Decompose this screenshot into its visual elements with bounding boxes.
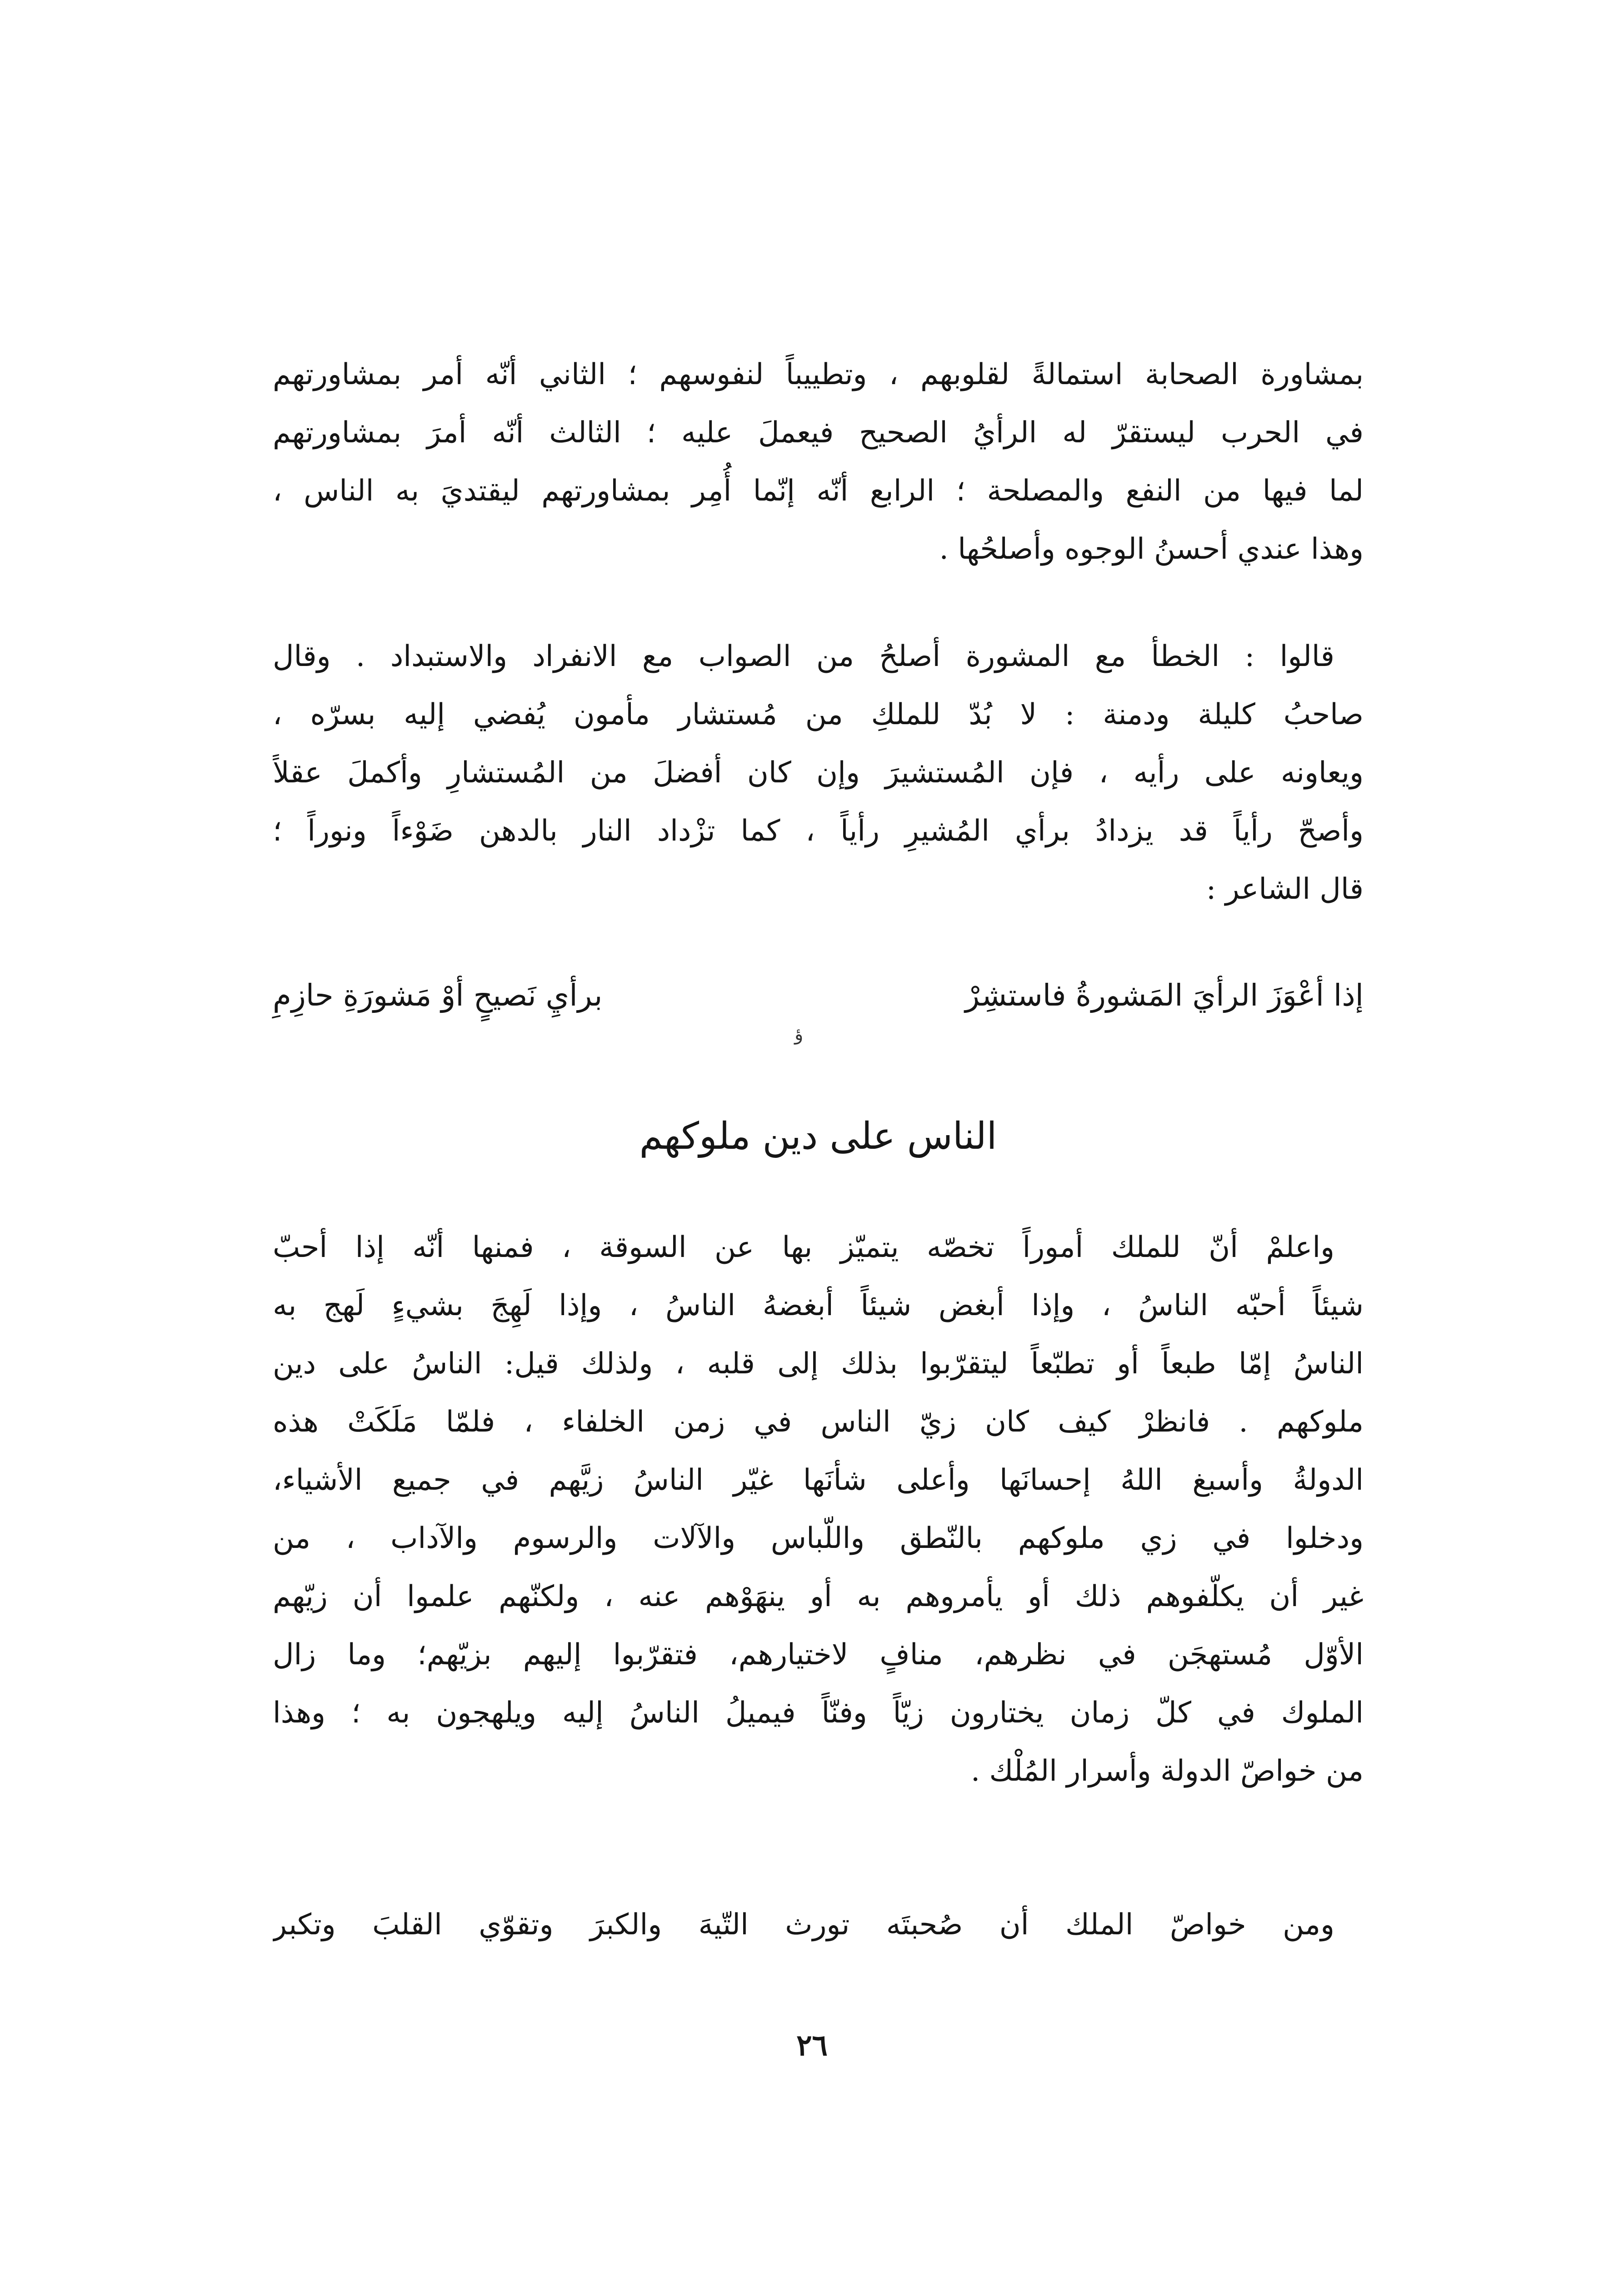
text-line: واعلمْ أنّ للملك أموراً تخصّه يتميّز بها عن السوقة ، فمنها أنّه إذا أحبّ (273, 1231, 1334, 1264)
paragraph-companionship (273, 1896, 1364, 1954)
paragraph-continuation (273, 345, 1364, 578)
text-line: وهذا عندي أحسنُ الوجوه وأصلحُها . (939, 532, 1364, 566)
text-line: صاحبُ كليلة ودمنة : لا بُدّ للملكِ من مُستشار مأمون يُفضي إليه بسرّه ، (273, 698, 1364, 731)
text-line: من خواصّ الدولة وأسرار المُلْك . (970, 1754, 1364, 1788)
text-line: الدولةُ وأسبغ اللهُ إحسانَها وأعلى شأنَها غيّر الناسُ زيَّهم في جميع الأشياء، (273, 1463, 1364, 1497)
poem-verse (273, 968, 1364, 1023)
page-number: ٢٦ (796, 2028, 828, 2063)
text-line: في الحرب ليستقرّ له الرأيُ الصحيح فيعملَ عليه ؛ الثالث أنّه أمرَ بمشاورتهم (273, 416, 1364, 450)
text-line: ودخلوا في زي ملوكهم بالنّطق واللّباس والآلات والرسوم والآداب ، من (273, 1522, 1364, 1555)
text-line: قال الشاعر : (1206, 872, 1364, 906)
text-line: قالوا : الخطأ مع المشورة أصلحُ من الصواب مع الانفراد والاستبداد . وقال (273, 640, 1335, 673)
text-line: غير أن يكلّفوهم ذلك أو يأمروهم به أو ينهَوْهم عنه ، ولكنّهم علموا أن زيّهم (273, 1580, 1364, 1613)
text-line: شيئاً أحبّه الناسُ ، وإذا أبغض شيئاً أبغضهُ الناسُ ، وإذا لَهِجَ بشيءٍ لَهج به (273, 1289, 1364, 1322)
verse-second-hemistich: برأيِ نَصيحٍ أوْ مَشورَةِ حازِمِ (273, 978, 603, 1013)
paragraph-counsel (273, 627, 1364, 918)
verse-first-hemistich: إذا أعْوَزَ الرأيَ المَشورةُ فاستشِرْ (965, 978, 1364, 1013)
text-line: لما فيها من النفع والمصلحة ؛ الرابع أنّه إنّما أُمِر بمشاورتهم ليقتديَ به الناس ، (273, 474, 1364, 508)
text-line: الملوك في كلّ زمان يختارون زيّاً وفنّاً فيميلُ الناسُ إليه ويلهجون به ؛ وهذا (273, 1696, 1364, 1730)
section-heading: الناس على دين ملوكهم (639, 1115, 997, 1158)
text-line: ملوكهم . فانظرْ كيف كان زيّ الناس في زمن الخلفاء ، فلمّا مَلَكَتْ هذه (273, 1405, 1364, 1439)
text-line: الناسُ إمّا طبعاً أو تطبّعاً ليتقرّبوا بذلك إلى قلبه ، ولذلك قيل: الناسُ على دين (273, 1347, 1364, 1381)
text-line: ومن خواصّ الملك أن صُحبتَه تورث التّيهَ والكبرَ وتقوّي القلبَ وتكبر (273, 1908, 1334, 1942)
verse-mark: ؤ (795, 1024, 804, 1045)
text-line: بمشاورة الصحابة استمالةً لقلوبهم ، وتطييباً لنفوسهم ؛ الثاني أنّه أمر بمشاورتهم (273, 358, 1364, 391)
text-line: ويعاونه على رأيه ، فإن المُستشيرَ وإن كان أفضلَ من المُستشارِ وأكملَ عقلاً (273, 756, 1364, 790)
text-line: الأوّل مُستهجَن في نظرهم، منافٍ لاختيارهم، فتقرّبوا إليهم بزيّهم؛ وما زال (273, 1638, 1364, 1672)
text-line: وأصحّ رأياً قد يزدادُ برأي المُشيرِ رأياً ، كما تزْداد النار بالدهن ضَوْءاً ونوراً ؛ (273, 814, 1364, 848)
paragraph-kings (273, 1218, 1364, 1800)
